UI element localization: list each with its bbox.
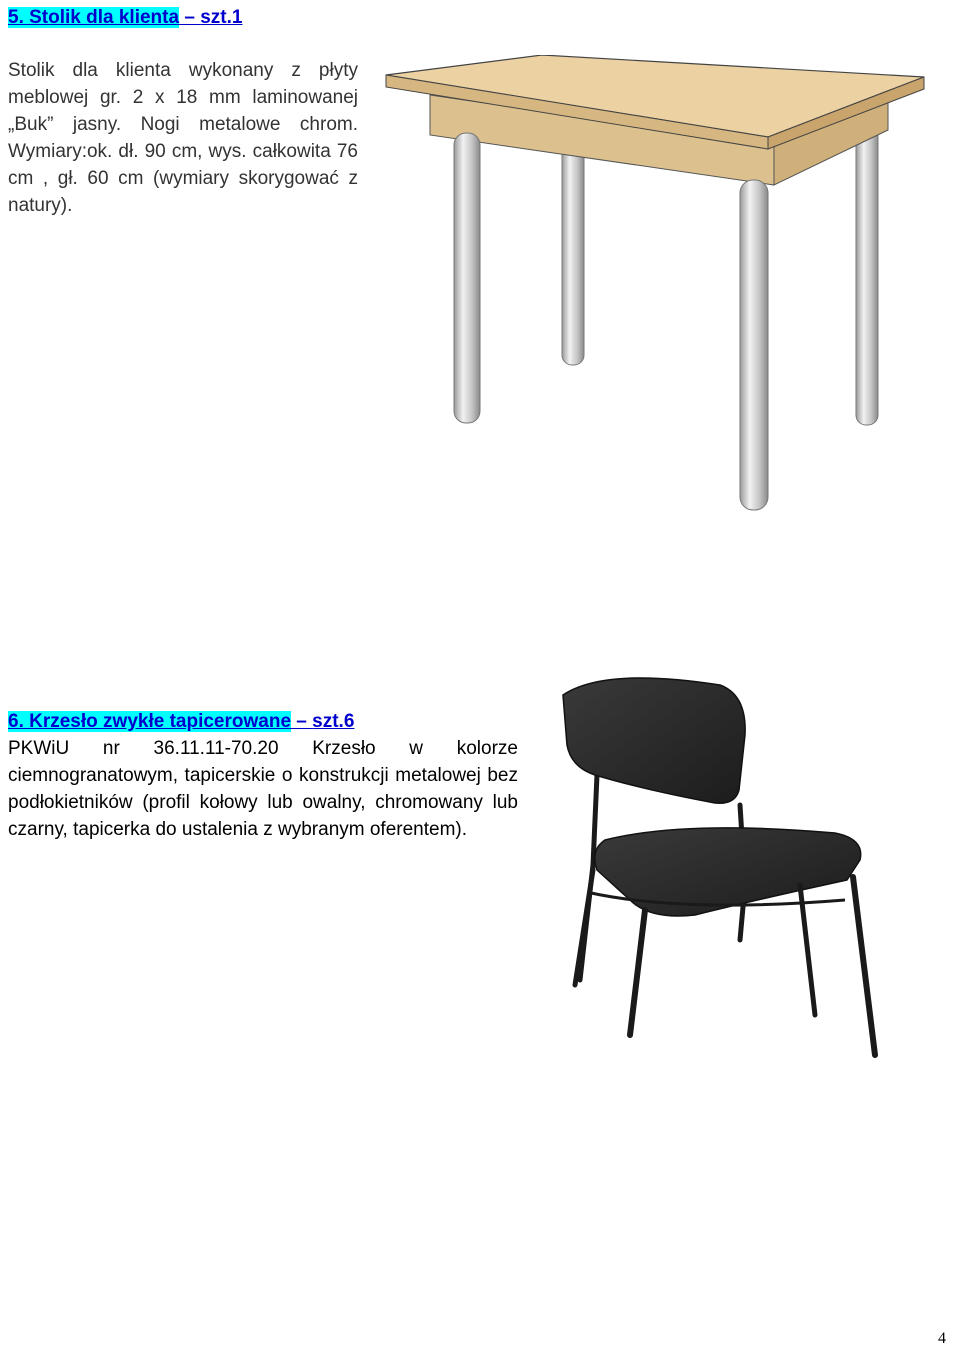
table-illustration xyxy=(378,55,958,535)
section-6-heading xyxy=(8,710,354,733)
table-leg-front-left xyxy=(454,133,480,423)
table-leg-back-right xyxy=(856,115,878,425)
chair-leg-front-right xyxy=(853,877,875,1055)
chair-leg-rear-right xyxy=(800,885,815,1015)
section-6-heading-separator: – xyxy=(291,711,313,732)
chair-backrest xyxy=(563,678,745,803)
section-5-heading xyxy=(8,6,242,29)
chair-leg-front-left xyxy=(630,910,645,1035)
section-6-description: PKWiU nr 36.11.11-70.20 Krzesło w kolorze ciemnogranatowym, tapicerskie o konstrukcji metalowej bez podłokietników (profil kołowy lub owalny, chromowany lub czarny, tapicerka do ustalenia z wybranym oferentem). xyxy=(8,738,518,840)
table-leg-front-right xyxy=(740,180,768,510)
chair-illustration xyxy=(535,655,885,1125)
section-6-heading-quantity: szt.6 xyxy=(312,711,355,732)
page-number: 4 xyxy=(938,1330,946,1347)
section-5-heading-quantity: szt.1 xyxy=(200,7,243,28)
chair-leg-rear-left xyxy=(575,870,593,985)
section-5-heading-separator: – xyxy=(179,7,201,28)
section-5-heading-title: 5. Stolik dla klienta xyxy=(8,7,180,28)
section-6-heading-title: 6. Krzesło zwykłe tapicerowane xyxy=(8,711,292,732)
section-5-description: Stolik dla klienta wykonany z płyty meblowej gr. 2 x 18 mm laminowanej „Buk” jasny. Nogi metalowe chrom. Wymiary:ok. dł. 90 cm, wys. całkowita 76 cm , gł. 60 cm (wymiary skorygować z natury). xyxy=(8,60,358,216)
